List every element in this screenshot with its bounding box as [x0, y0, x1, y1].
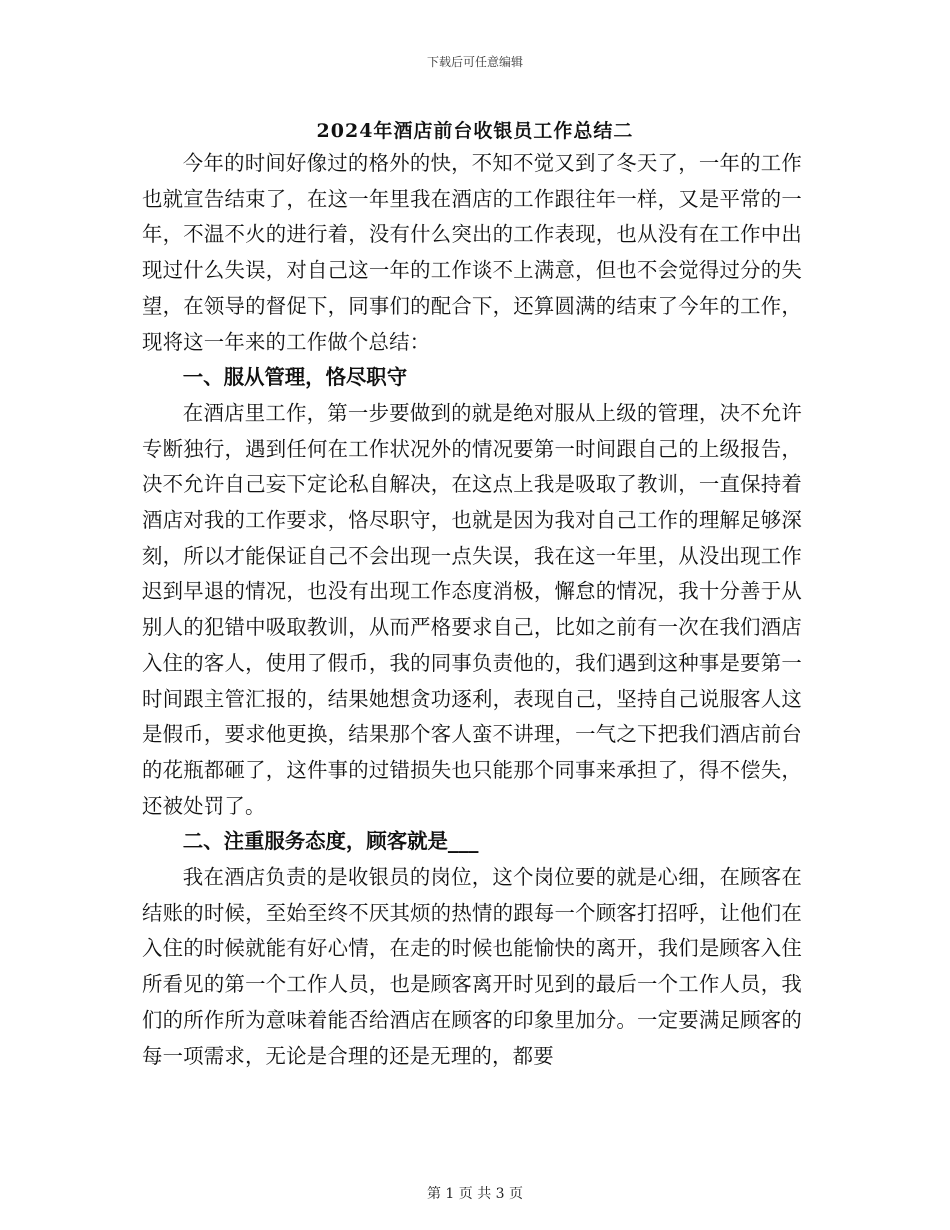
- document-title: 2024年酒店前台收银员工作总结二: [316, 120, 634, 142]
- section-paragraph-2: 我在酒店负责的是收银员的岗位，这个岗位要的就是心细，在顾客在结账的时候，至始至终不厌其烦的热情的跟每一个顾客打招呼，让他们在入住的时候就能有好心情，在走的时候也能愉快的离开，我们是顾客入住所看见的第一个工作人员，也是顾客离开时见到的最后一个工作人员，我们的所作所为意味着能否给酒店在顾客的印象里加分。一定要满足顾客的每一项需求，无论是合理的还是无理的，都要: [142, 865, 802, 1068]
- section-paragraph-1: 在酒店里工作，第一步要做到的就是绝对服从上级的管理，决不允许专断独行，遇到任何在工作状况外的情况要第一时间跟自己的上级报告，决不允许自己妄下定论私自解决，在这点上我是吸取了教训，一直保持着酒店对我的工作要求，恪尽职守，也就是因为我对自己工作的理解足够深刻，所以才能保证自己不会出现一点失误，我在这一年里，从没出现工作迟到早退的情况，也没有出现工作态度消极，懈怠的情况，我十分善于从别人的犯错中吸取教训，从而严格要求自己，比如之前有一次在我们酒店入住的客人，使用了假币，我的同事负责他的，我们遇到这种事是要第一时间跟主管汇报的，结果她想贪功逐利，表现自己，坚持自己说服客人这是假币，要求他更换，结果那个客人蛮不讲理，一气之下把我们酒店前台的花瓶都砸了，这件事的过错损失也只能那个同事来承担了，得不偿失，还被处罚了。: [142, 400, 802, 818]
- intro-paragraph: 今年的时间好像过的格外的快，不知不觉又到了冬天了，一年的工作也就宣告结束了，在这一年里我在酒店的工作跟往年一样，又是平常的一年，不温不火的进行着，没有什么突出的工作表现，也从没有在工作中出现过什么失误，对自己这一年的工作谈不上满意，但也不会觉得过分的失望，在领导的督促下，同事们的配合下，还算圆满的结束了今年的工作，现将这一年来的工作做个总结：: [142, 151, 802, 354]
- page-header: 下载后可任意编辑: [426, 55, 523, 69]
- section-heading-1: 一、服从管理，恪尽职守: [182, 365, 408, 390]
- document-body: [142, 146, 802, 1074]
- section-heading-2: 二、注重服务态度，顾客就是___: [182, 829, 479, 854]
- page-footer: 第 1 页 共 3 页: [426, 1186, 524, 1202]
